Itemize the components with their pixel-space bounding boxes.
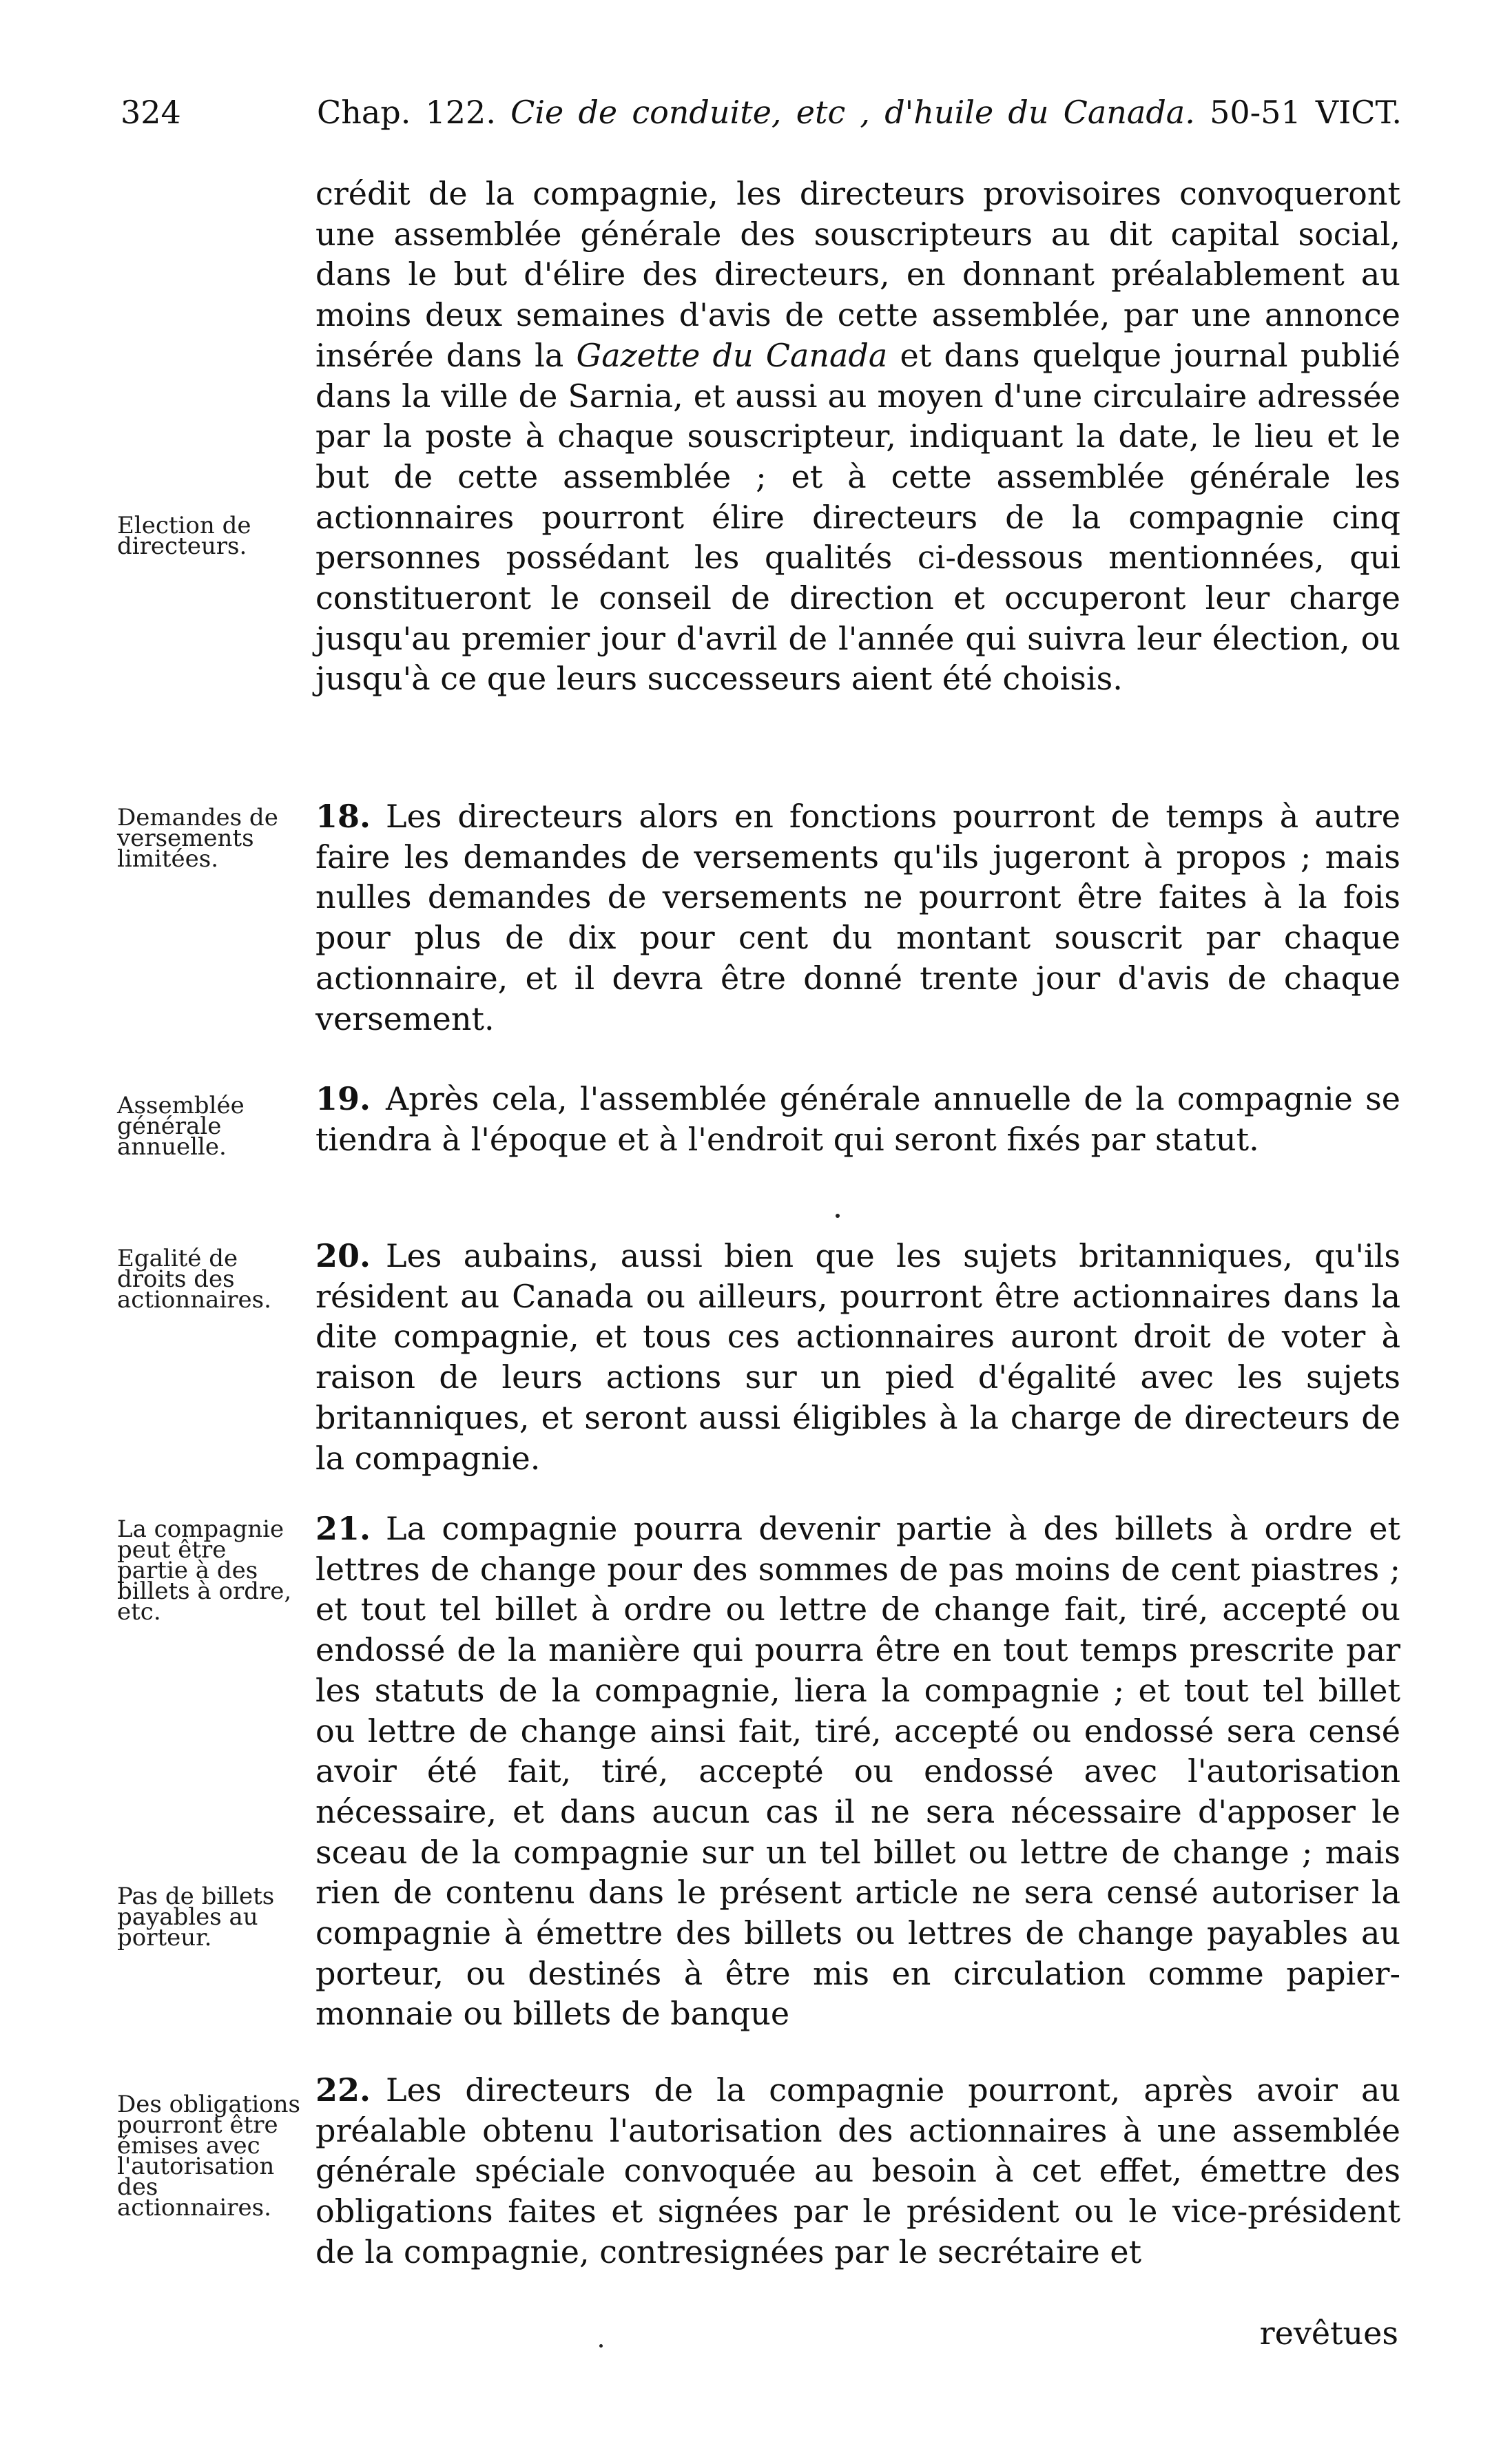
- ink-speck: [599, 2344, 603, 2348]
- paragraph-text-start: crédit de la compagnie, les directeurs provisoires convoqueront une assemblée générale des souscripteurs au dit capital social, dans le but d'élire des directeurs, en donnant préalablement au moins deux semaines d'avis de cette assemblée, par une annonce insérée dans la: [315, 175, 1400, 374]
- section-22: [315, 2070, 1400, 2273]
- running-title: [317, 88, 1402, 136]
- section-20: [315, 1236, 1400, 1478]
- margin-note-demandes: Demandes de versements limitées.: [117, 804, 278, 873]
- section-number: 22.: [315, 2071, 371, 2109]
- section-number: 20.: [315, 1237, 371, 1274]
- paragraph-continued: [315, 174, 1400, 699]
- margin-note-billets-ordre: La compagnie peut être partie à des billets à ordre, etc.: [117, 1515, 292, 1626]
- chapter-title: Cie de conduite, etc , d'huile du Canada.: [510, 94, 1195, 131]
- margin-note-egalite: Egalité de droits des actionnaires.: [117, 1245, 271, 1314]
- section-text: Les directeurs alors en fonctions pourront de temps à autre faire les demandes de versements qu'ils jugeront à propos ; mais nulles demandes de versements ne pourront être faites à la fois pour plus de dix pour cent du montant souscrit par chaque actionnaire, et il devra être donné trente jour d'avis de chaque versement.: [315, 798, 1400, 1037]
- section-text: La compagnie pourra devenir partie à des billets à ordre et lettres de change pour des sommes de pas moins de cent piastres ; et tout tel billet à ordre ou lettre de change fait, tiré, accepté ou endossé de la manière qui pourra être en tout temps prescrite par les statuts de la compagnie, liera la compagnie ; et tout tel billet ou lettre de change ainsi fait, tiré, accepté ou endossé sera censé avoir été fait, tiré, accepté ou endossé avec l'autorisation nécessaire, et dans aucun cas il ne sera nécessaire d'apposer le sceau de la compagnie sur un tel billet ou lettre de change ; mais rien de contenu dans le présent article ne sera censé autoriser la compagnie à émettre des billets ou lettres de change payables au porteur, ou destinés à être mis en circulation comme papier-monnaie ou billets de banque: [315, 1510, 1400, 2033]
- section-18: [315, 796, 1400, 1039]
- section-19: [315, 1079, 1400, 1159]
- margin-note-obligations: Des obligations pourront être émises avec l'autorisation des actionnaires.: [117, 2091, 301, 2222]
- paragraph-text-end: et dans quelque journal publié dans la ville de Sarnia, et aussi au moyen d'une circulaire adressée par la poste à chaque souscripteur, indiquant la date, le lieu et le but de cette assemblée ; et à cette assemblée générale les actionnaires pourront élire directeurs de la compagnie cinq personnes possédant les qualités ci-dessous mentionnées, qui constitueront le conseil de direction et occuperont leur charge jusqu'au premier jour d'avril de l'année qui suivra leur élection, ou jusqu'à ce que leurs successeurs aient été choisis.: [315, 336, 1400, 698]
- newspaper-name: Gazette du Canada: [576, 336, 888, 374]
- chapter-label: Chap. 122.: [317, 94, 496, 131]
- ink-speck: [836, 1214, 840, 1218]
- section-text: Les aubains, aussi bien que les sujets britanniques, qu'ils résident au Canada ou ailleurs, pourront être actionnaires dans la dite compagnie, et tous ces actionnaires auront droit de voter à raison de leurs actions sur un pied d'égalité avec les sujets britanniques, et seront aussi éligibles à la charge de directeurs de la compagnie.: [315, 1237, 1400, 1477]
- margin-note-porteur: Pas de billets payables au porteur.: [117, 1883, 275, 1951]
- section-text: Les directeurs de la compagnie pourront, après avoir au préalable obtenu l'autorisation des actionnaires à une assemblée générale spéciale convoquée au besoin à cet effet, émettre des obligations faites et signées par le président ou le vice-président de la compagnie, contresignées par le secrétaire et: [315, 2071, 1400, 2270]
- section-number: 21.: [315, 1510, 371, 1547]
- page-header: [121, 88, 1402, 136]
- margin-note-assemblee: Assemblée générale annuelle.: [117, 1092, 245, 1161]
- section-text: Après cela, l'assemblée générale annuelle de la compagnie se tiendra à l'époque et à l'endroit qui seront fixés par statut.: [315, 1080, 1400, 1158]
- section-21: [315, 1509, 1400, 2034]
- session-label: 50-51 VICT.: [1210, 94, 1402, 131]
- section-number: 18.: [315, 798, 371, 835]
- page-number: 324: [121, 94, 181, 131]
- section-number: 19.: [315, 1080, 371, 1117]
- margin-note-election: Election de directeurs.: [117, 512, 251, 560]
- catchword: revêtues: [1259, 2315, 1398, 2352]
